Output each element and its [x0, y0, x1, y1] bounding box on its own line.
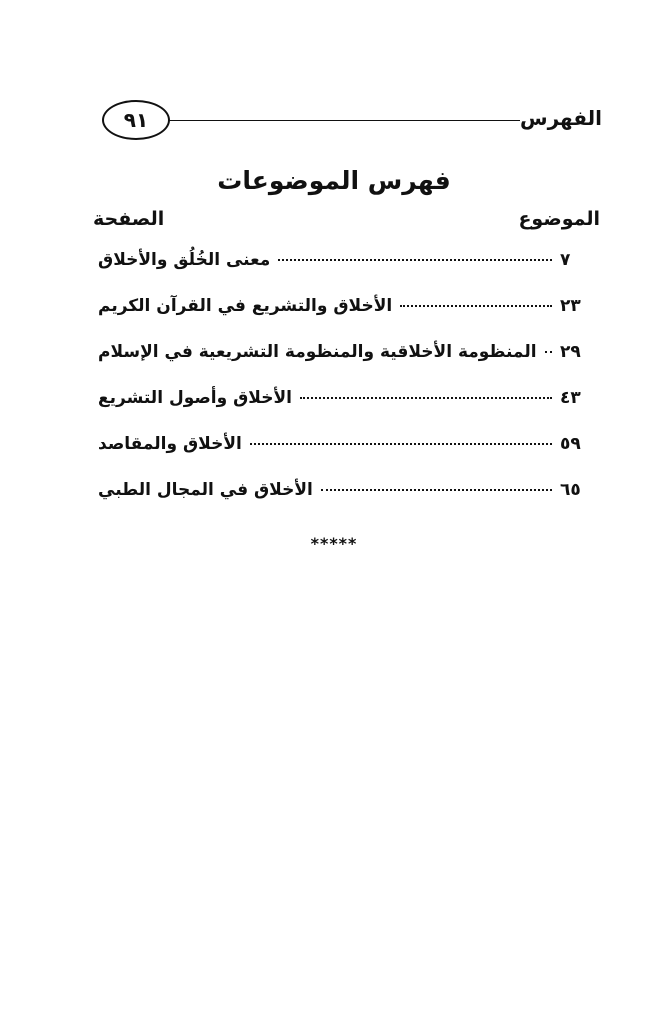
entry-page-number: ٥٩ [560, 434, 581, 454]
dot-leader [300, 397, 552, 399]
dot-leader [545, 351, 552, 353]
entry-page-number: ٢٩ [560, 342, 581, 362]
toc-entry [98, 342, 600, 388]
toc-entries [98, 250, 600, 526]
dot-leader [278, 259, 552, 261]
toc-entry [98, 296, 600, 342]
dot-leader [321, 489, 552, 491]
entry-title: معنى الخُلُق والأخلاق [98, 250, 271, 270]
page-number: ٩١ [102, 100, 170, 140]
entry-title: المنظومة الأخلاقية والمنظومة التشريعية في الإسلام [98, 342, 537, 362]
page-column-heading: الصفحة [93, 208, 165, 230]
toc-title: فهرس الموضوعات [217, 166, 451, 195]
toc-entry [98, 250, 600, 296]
entry-title: الأخلاق وأصول التشريع [98, 388, 292, 408]
entry-page-number: ٤٣ [560, 388, 581, 408]
entry-page-number: ٢٣ [560, 296, 581, 316]
toc-entry [98, 434, 600, 480]
dot-leader [250, 443, 552, 445]
end-ornament: ***** [310, 534, 358, 553]
dot-leader [400, 305, 552, 307]
entry-title: الأخلاق والتشريع في القرآن الكريم [98, 296, 393, 316]
header-rule [168, 120, 520, 121]
entry-page-number: ٦٥ [560, 480, 581, 500]
topic-column-heading: الموضوع [518, 208, 600, 230]
entry-page-number: ٧ [560, 250, 571, 270]
entry-title: الأخلاق والمقاصد [98, 434, 242, 454]
running-header [102, 100, 602, 146]
toc-entry [98, 388, 600, 434]
entry-title: الأخلاق في المجال الطبي [98, 480, 313, 500]
toc-entry [98, 480, 600, 526]
running-header-title: الفهرس [519, 106, 602, 130]
